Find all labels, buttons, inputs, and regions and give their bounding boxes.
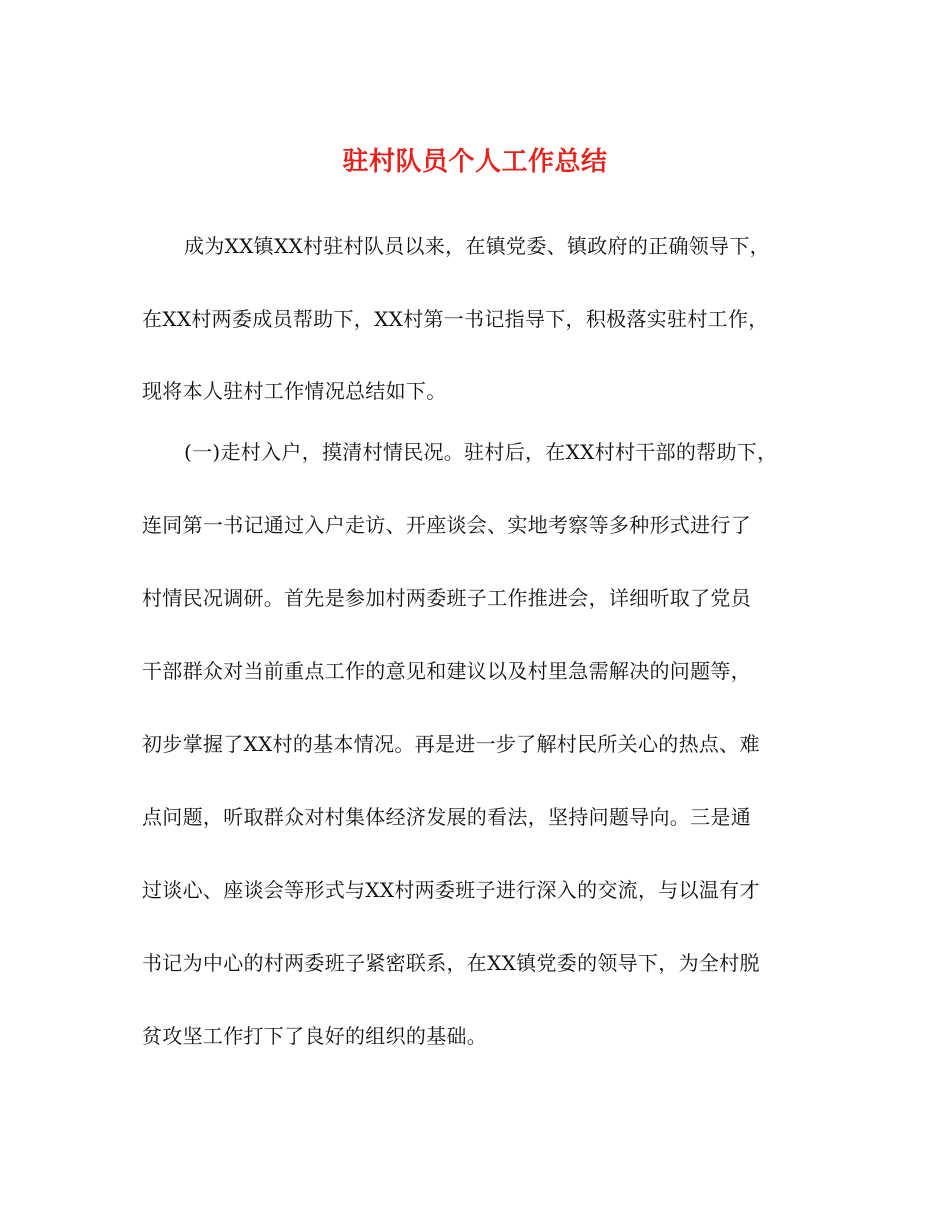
paragraph-line: 在XX村两委成员帮助下，XX村第一书记指导下，积极落实驻村工作， bbox=[142, 307, 769, 331]
paragraph-line: 干部群众对当前重点工作的意见和建议以及村里急需解决的问题等， bbox=[142, 659, 751, 683]
paragraph-line: 连同第一书记通过入户走访、开座谈会、实地考察等多种形式进行了 bbox=[142, 513, 751, 537]
paragraph-line: (一)走村入户，摸清村情民况。驻村后，在XX村村干部的帮助下， bbox=[184, 440, 778, 464]
paragraph-line: 书记为中心的村两委班子紧密联系，在XX镇党委的领导下，为全村脱 bbox=[142, 951, 760, 975]
paragraph-line: 成为XX镇XX村驻村队员以来，在镇党委、镇政府的正确领导下， bbox=[184, 234, 770, 258]
paragraph-line: 点问题，听取群众对村集体经济发展的看法，坚持问题导向。三是通 bbox=[142, 805, 751, 829]
document-title: 驻村队员个人工作总结 bbox=[342, 147, 608, 177]
paragraph-line: 过谈心、座谈会等形式与XX村两委班子进行深入的交流，与以温有才 bbox=[142, 878, 760, 902]
paragraph-line: 村情民况调研。首先是参加村两委班子工作推进会，详细听取了党员 bbox=[142, 586, 751, 610]
paragraph-line: 现将本人驻村工作情况总结如下。 bbox=[142, 379, 447, 403]
paragraph-line: 初步掌握了XX村的基本情况。再是进一步了解村民所关心的热点、难 bbox=[142, 732, 760, 756]
paragraph-line: 贫攻坚工作打下了良好的组织的基础。 bbox=[142, 1024, 488, 1048]
